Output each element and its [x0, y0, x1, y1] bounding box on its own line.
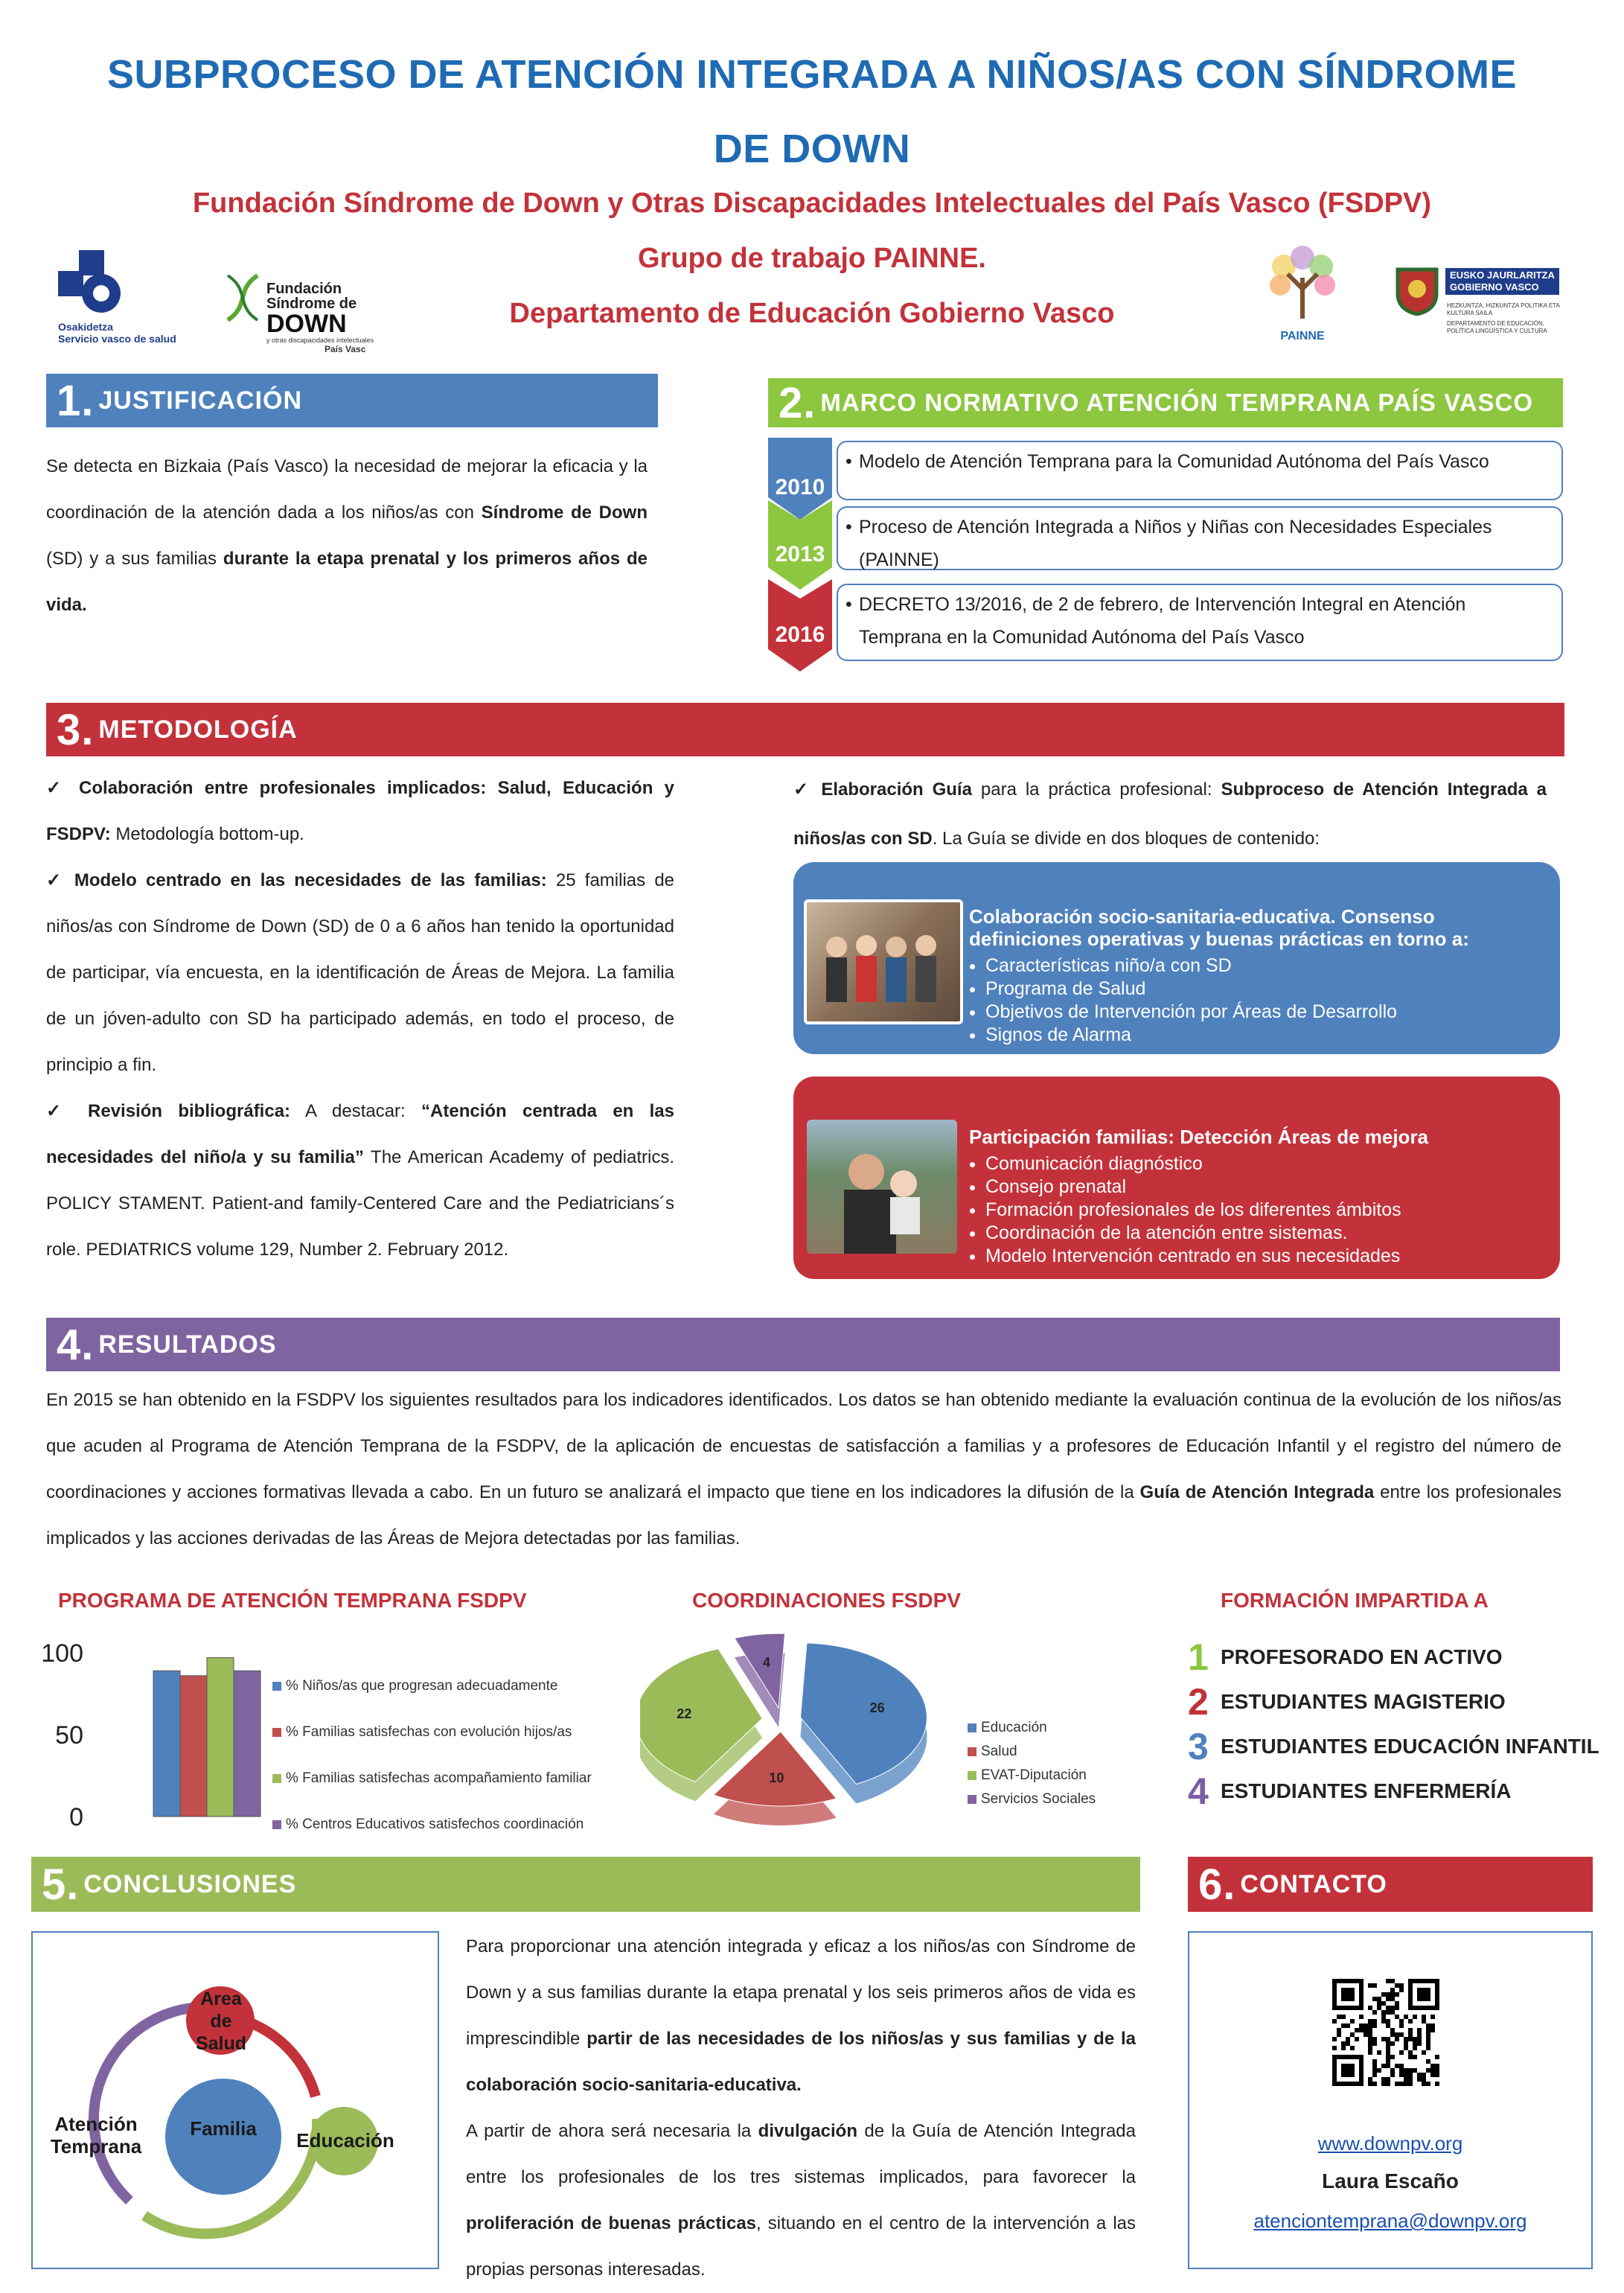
dna-icon — [220, 268, 265, 328]
legend-swatch — [968, 1747, 976, 1756]
dept-subtitle: Departamento de Educación Gobierno Vasco — [509, 298, 1115, 329]
pie-value-label: 4 — [763, 1654, 771, 1670]
card-colaboracion-title: Colaboración socio-sanitaria-educativa. Consenso definiciones operativas y buenas prácticas en torno a: — [969, 905, 1469, 950]
legend-swatch — [272, 1820, 281, 1829]
section-4-header: 4. RESULTADOS — [46, 1318, 1560, 1371]
bar — [153, 1671, 180, 1817]
legend-swatch — [272, 1774, 281, 1783]
legend-label: EVAT-Diputación — [981, 1767, 1087, 1783]
tree-icon — [1262, 244, 1343, 326]
title-line-1: SUBPROCESO DE ATENCIÓN INTEGRADA A NIÑOS/AS CON SÍNDROME — [106, 52, 1518, 97]
bar — [207, 1658, 234, 1817]
conclusiones-text: Para proporcionar una atención integrada y eficaz a los niños/as con Síndrome de Down y a sus familias durante la etapa prenatal y los seis primeros años de vida es imprescindible partir de las necesidades de los niños/as y sus familias y de la colaboración socio-sanitaria-educativa. A partir de ahora será necesaria la divulgación de la Guía de Atención Integrada entre los profesionales de los tres sistemas implicados, para favorecer la proliferación de buenas prácticas, situando en el centro de la intervención a las propias personas interesadas. — [466, 1936, 1137, 2280]
marco-item-2013: • Proceso de Atención Integrada a Niños y Niñas con Necesidades Especiales (PAINNE) — [837, 506, 1563, 570]
legend-swatch — [968, 1795, 976, 1804]
card-familias-list — [969, 1152, 1542, 1268]
check-icon: ✓ — [46, 1101, 89, 1121]
metodo-item-colaboracion: ✓ Colaboración entre profesionales implicados: Salud, Educación y FSDPV: Metodología bottom-up. — [46, 778, 674, 844]
conclusion-diagram — [31, 1931, 439, 2269]
marco-item-2010: • Modelo de Atención Temprana para la Comunidad Autónoma del País Vasco — [837, 441, 1563, 500]
formacion-list — [1188, 1635, 1620, 1814]
list-item: • Formación profesionales de los diferentes ámbitos — [985, 1199, 1542, 1222]
osakidetza-logo: Osakidetza Servicio vasco de salud — [58, 250, 192, 354]
metodologia-right: ✓ Elaboración Guía para la práctica profesional: Subproceso de Atención Integrada a niños/as con SD. La Guía se divide en dos bloques de contenido: — [793, 779, 1547, 849]
formacion-item-2: 2 ESTUDIANTES MAGISTERIO — [1188, 1681, 1506, 1723]
legend-label: % Familias satisfechas con evolución hijos/as — [286, 1724, 572, 1740]
bar-chart-title: PROGRAMA DE ATENCIÓN TEMPRANA FSDPV — [58, 1589, 527, 1612]
email-link[interactable]: atenciontemprana@downpv.org — [1253, 2210, 1527, 2232]
pie-value-label: 22 — [677, 1706, 692, 1722]
list-item: • Signos de Alarma — [985, 1024, 1542, 1047]
formacion-title: FORMACIÓN IMPARTIDA A — [1221, 1589, 1489, 1612]
y-tick-label: 50 — [55, 1721, 83, 1750]
section-3-header: 3. METODOLOGÍA — [46, 703, 1564, 756]
section-6-header: 6. CONTACTO — [1188, 1857, 1593, 1912]
fsd-logo: Fundación Síndrome de DOWN y otras discapacidades intelectuales País Vasc — [220, 255, 377, 355]
list-item: • Modelo Intervención centrado en sus necesidades — [985, 1245, 1542, 1268]
formacion-item-1: 1 PROFESORADO EN ACTIVO — [1188, 1636, 1503, 1678]
card-colaboracion-list — [969, 954, 1542, 1047]
legend-swatch — [272, 1728, 281, 1737]
metodologia-left — [46, 765, 674, 1273]
check-icon: ✓ — [793, 779, 822, 800]
justificacion-text: Se detecta en Bizkaia (País Vasco) la necesidad de mejorar la eficacia y la coordinación de la atención dada a los niños/as con Síndrome de Down (SD) y a sus familias durante la etapa prenatal y los primeros años de vida. — [46, 456, 648, 615]
diagram-center: Familia — [190, 2117, 257, 2140]
list-item: • Comunicación diagnóstico — [985, 1152, 1542, 1176]
bar — [234, 1671, 260, 1817]
marco-item-2016: • DECRETO 13/2016, de 2 de febrero, de Intervención Integral en Atención Temprana en la Comunidad Autónoma del País Vasco — [837, 584, 1563, 661]
formacion-item-4: 4 ESTUDIANTES ENFERMERÍA — [1188, 1770, 1512, 1812]
team-photo — [804, 899, 963, 1024]
list-item: • Objetivos de Intervención por Áreas de Desarrollo — [985, 1001, 1542, 1024]
year-2010: 2010 — [775, 475, 825, 500]
marco-timeline — [768, 438, 1564, 676]
website-link[interactable]: www.downpv.org — [1317, 2132, 1463, 2155]
y-tick-label: 100 — [41, 1639, 83, 1668]
year-2016: 2016 — [775, 622, 825, 647]
y-tick-label: 0 — [69, 1803, 83, 1831]
bar-chart — [30, 1616, 625, 1846]
metodo-item-modelo: ✓ Modelo centrado en las necesidades de las familias: 25 familias de niños/as con Síndrome de Down (SD) de 0 a 6 años han tenido la oportunidad de participar, vía encuesta, en la identificación de Áreas de Mejora. La familia de un jóven-adulto con SD ha participado además, en todo el proceso, de principio a fin. — [46, 870, 675, 1075]
group-subtitle: Grupo de trabajo PAINNE. — [637, 243, 986, 274]
legend-swatch — [968, 1723, 976, 1732]
diagram-top: Area de Salud — [195, 1989, 247, 2054]
coat-of-arms-icon — [1393, 264, 1441, 316]
contact-box — [1188, 1931, 1593, 2269]
list-item: • Consejo prenatal — [985, 1176, 1542, 1199]
section-1-header: 1. JUSTIFICACIÓN — [46, 374, 658, 427]
resultados-text: En 2015 se han obtenido en la FSDPV los siguientes resultados para los indicadores identificados. Los datos se han obtenido mediante la evaluación continua de la evolución de los niños/as que acuden al Programa de Atención Temprana de la FSDPV, de la aplicación de encuestas de satisfacción a familias y a profesores de Educación Infantil y el registro del número de coordinaciones y acciones formativas llevada a cabo. En un futuro se analizará el impacto que tiene en los indicadores la difusión de la Guía de Atención Integrada entre los profesionales implicados y las acciones derivadas de las Áreas de Mejora detectadas por las familias. — [46, 1390, 1561, 1549]
legend-label: % Centros Educativos satisfechos coordinación — [286, 1817, 584, 1832]
gobierno-vasco-logo: EUSKO JAURLARITZA GOBIERNO VASCO HEZKUNTZA, HIZKUNTZA POLITIKA ETA KULTURA SAILA DEPARTAMENTO DE EDUCACIÓN, POLÍTICA LINGÜÍSTICA Y CULTURA — [1393, 264, 1572, 353]
poster-title — [0, 37, 1624, 186]
formacion-item-3: 3 ESTUDIANTES EDUCACIÓN INFANTIL — [1188, 1726, 1599, 1767]
legend-swatch — [272, 1682, 281, 1691]
year-2013: 2013 — [775, 542, 825, 567]
legend-swatch — [968, 1771, 976, 1780]
diagram-left: Atención Temprana — [50, 2113, 142, 2158]
pie-value-label: 26 — [869, 1700, 885, 1716]
list-item: • Características niño/a con SD — [985, 954, 1542, 978]
check-icon: ✓ — [46, 778, 80, 798]
legend-label: Educación — [981, 1720, 1047, 1735]
bar — [180, 1676, 207, 1817]
org-subtitle: Fundación Síndrome de Down y Otras Discapacidades Intelectuales del País Vasco (FSDPV) — [192, 188, 1432, 219]
legend-label: % Familias satisfechas acompañamiento familiar — [286, 1770, 592, 1786]
qr-code-icon[interactable] — [1332, 1979, 1439, 2086]
card-colaboracion — [793, 862, 1560, 1054]
osakidetza-icon — [58, 250, 125, 317]
pie-chart — [640, 1623, 1102, 1831]
list-item: • Coordinación de la atención entre sistemas. — [985, 1222, 1542, 1245]
metodo-item-revision: ✓ Revisión bibliográfica: A destacar: “Atención centrada en las necesidades del niño/a y su familia” The American Academy of pediatrics. POLICY STAMENT. Patient-and family-Centered Care and the Pediatricians´s role. PEDIATRICS volume 129, Number 2. February 2012. — [46, 1101, 674, 1260]
contact-name: Laura Escaño — [1322, 2169, 1459, 2192]
legend-label: Salud — [981, 1744, 1017, 1759]
diagram-right: Educación — [296, 2129, 394, 2152]
pie-value-label: 10 — [769, 1770, 784, 1785]
title-line-2: DE DOWN — [713, 127, 911, 171]
section-2-header: 2. MARCO NORMATIVO ATENCIÓN TEMPRANA PAÍS VASCO — [768, 378, 1563, 427]
painne-logo: PAINNE — [1250, 244, 1355, 348]
pie-chart-title: COORDINACIONES FSDPV — [692, 1589, 961, 1612]
card-familias-title: Participación familias: Detección Áreas de mejora — [969, 1126, 1429, 1148]
family-photo — [807, 1120, 957, 1254]
list-item: • Programa de Salud — [985, 978, 1542, 1001]
legend-label: Servicios Sociales — [981, 1791, 1096, 1807]
card-familias — [793, 1077, 1560, 1279]
section-5-header: 5. CONCLUSIONES — [31, 1857, 1140, 1912]
legend-label: % Niños/as que progresan adecuadamente — [286, 1678, 558, 1694]
check-icon: ✓ — [46, 870, 74, 890]
